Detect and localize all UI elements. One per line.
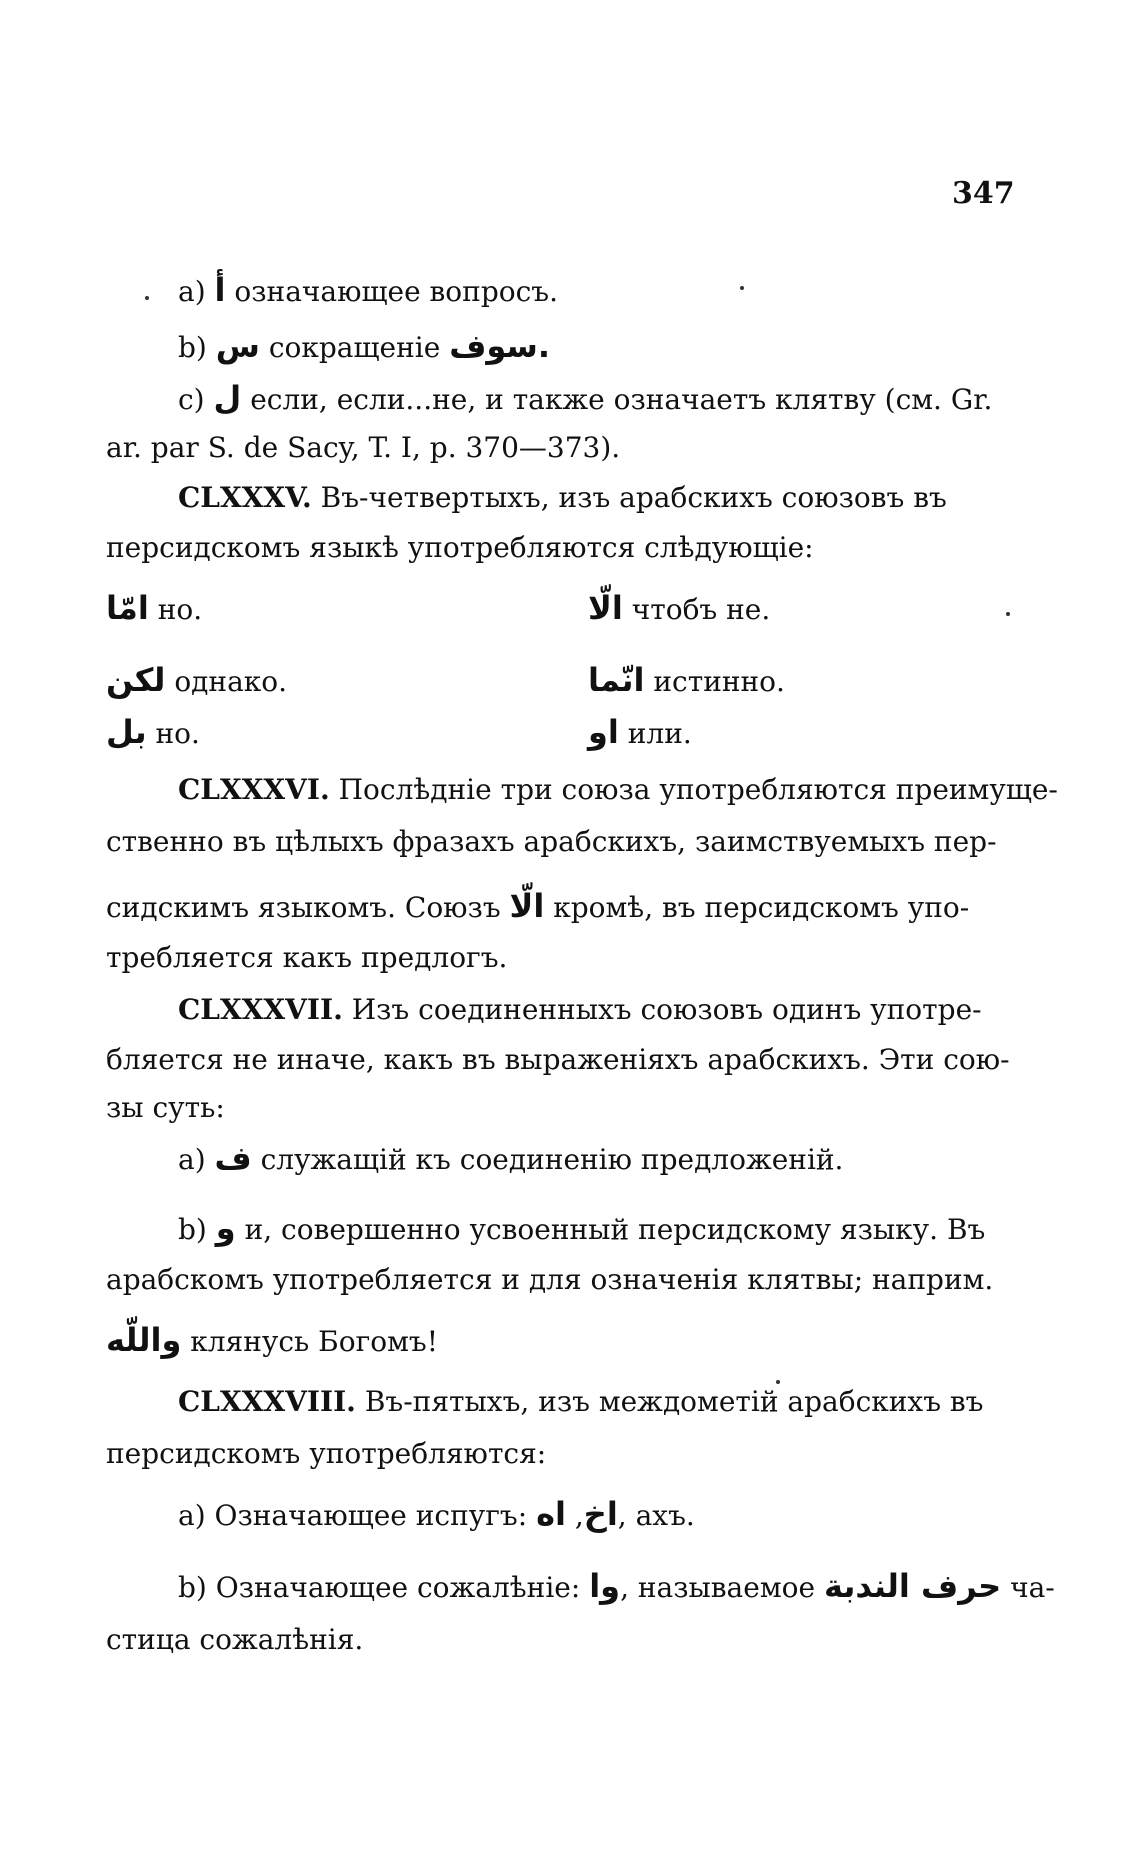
item-text: сокращеніе [268,331,441,364]
item-marker: a) [178,1499,206,1532]
paragraph-text: сидскимъ языкомъ. Союзъ [106,891,501,924]
item-text: ахъ. [635,1499,695,1532]
arabic-word: الّا [588,589,623,627]
arabic-word: س [215,327,260,365]
arabic-word: او [588,713,619,751]
section-188-line2: персидскомъ употребляются: [106,1437,547,1470]
section-number: CLXXXV. [178,481,312,514]
conjunction-item [106,588,202,630]
section-187-item-b-line3 [106,1320,438,1362]
section-185-line1 [178,478,947,518]
conjunction-item [588,660,785,702]
item-marker: c) [178,383,205,416]
translation: но. [155,717,200,750]
section-187-item-b-line2: арабскомъ употребляется и для означенія клятвы; наприм. [106,1263,994,1296]
paragraph-text: Послѣдніе три союза употребляются преимуще- [338,773,1058,806]
conjunction-item [106,712,200,754]
arabic-word: وا [589,1567,621,1605]
paragraph-text: Изъ соединенныхъ союзовъ одинъ употре- [351,993,982,1026]
section-187-line3: зы суть: [106,1091,225,1124]
item-text: если, если...не, и также означаетъ клятву (см. Gr. [250,383,993,416]
arabic-word: أ [214,271,226,309]
item-marker: a) [178,1143,206,1176]
paragraph-text: Въ-пятыхъ, изъ междометій арабскихъ въ [364,1385,984,1418]
page-number: 347 [952,176,1015,211]
translation: истинно. [653,665,785,698]
item-text: Означающее сожалѣніе: [215,1571,581,1604]
scan-speck [740,286,744,290]
arabic-word: بل [106,713,147,751]
arabic-word: حرف الندبة [823,1567,1002,1605]
paragraph-text: клянусь Богомъ! [190,1325,438,1358]
section-188-item-b: b) Означающее сожалѣніе: وا, называемое حرف الندبة ча- [178,1567,1055,1605]
section-number: CLXXXVI. [178,773,330,806]
item-text: ча- [1010,1571,1055,1604]
section-186-line3 [106,886,969,928]
paragraph-text: кромѣ, въ персидскомъ упо- [553,891,970,924]
arabic-word: و [215,1209,236,1247]
item-text: Означающее испугъ: [214,1499,528,1532]
scan-speck [776,1380,780,1384]
arabic-word: ل [213,379,242,417]
arabic-word: سوف. [449,327,551,365]
section-187-item-a [178,1138,843,1180]
item-b-line [178,326,550,368]
arabic-word: واللّه [106,1321,182,1359]
scan-speck [145,296,149,300]
section-188-line1 [178,1382,984,1422]
arabic-word: لكن [106,661,166,699]
item-marker: b) [178,1571,207,1604]
scan-speck [1006,612,1010,616]
item-marker: a) [178,275,206,308]
section-187-line2: бляется не иначе, какъ въ выраженіяхъ арабскихъ. Эти сою- [106,1043,1010,1076]
item-marker: b) [178,1213,207,1246]
conjunction-item [588,712,692,754]
section-number: CLXXXVIII. [178,1385,356,1418]
conjunction-item [588,588,770,630]
section-188-item-b-line2: стица сожалѣнія. [106,1623,364,1656]
item-text: и, совершенно усвоенный персидскому языку. Въ [244,1213,986,1246]
item-marker: b) [178,331,207,364]
section-186-line4: требляется какъ предлогъ. [106,941,508,974]
section-186-line1 [178,770,1058,810]
translation: или. [627,717,692,750]
item-text: означающее вопросъ. [234,275,559,308]
item-c-line [178,378,992,420]
paragraph-text: Въ-четвертыхъ, изъ арабскихъ союзовъ въ [320,481,947,514]
item-a-line [178,270,558,312]
section-188-item-a: a) Означающее испугъ: اخ, اه , ахъ. [178,1495,695,1533]
item-c-continuation: ar. par S. de Sacy, T. I, p. 370—373). [106,431,621,464]
translation: чтобъ не. [631,593,771,626]
arabic-word: الّا [509,887,545,925]
arabic-word: انّما [588,661,645,699]
arabic-word: ف [214,1139,252,1177]
item-text: называемое [637,1571,816,1604]
item-text: служащій къ соединенію предложеній. [260,1143,844,1176]
section-number: CLXXXVII. [178,993,343,1026]
section-187-item-b [178,1208,985,1250]
translation: однако. [174,665,288,698]
conjunction-item [106,660,287,702]
arabic-word: اخ [583,1495,618,1533]
translation: но. [157,593,203,626]
section-186-line2: ственно въ цѣлыхъ фразахъ арабскихъ, заимствуемыхъ пер- [106,825,997,858]
arabic-word: اه [536,1495,566,1533]
section-187-line1 [178,990,982,1030]
section-185-line2: персидскомъ языкѣ употребляются слѣдующіе: [106,531,814,564]
arabic-word: امّا [106,589,149,627]
